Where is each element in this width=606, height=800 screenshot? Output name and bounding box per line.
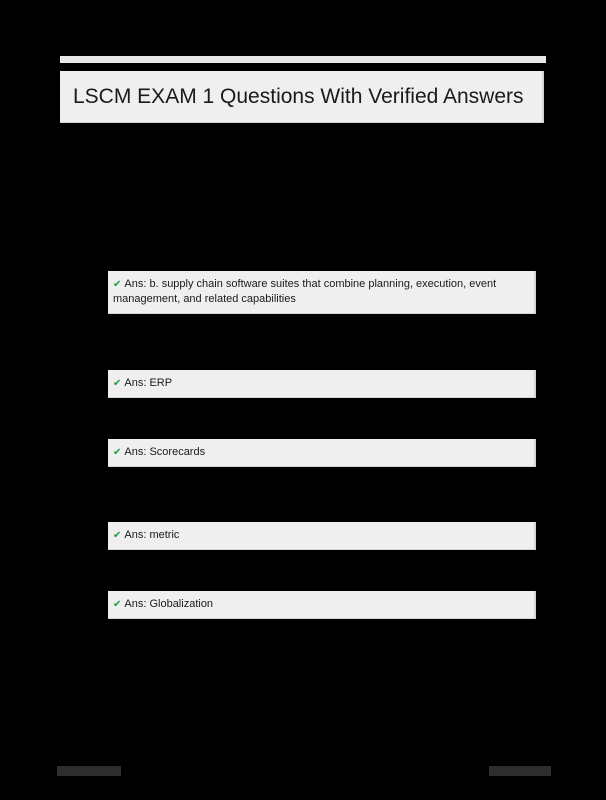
answer-text: Ans: Globalization [124,598,214,610]
answer-text: Ans: b. supply chain software suites that combine planning, execution, event management, and related capabilities [113,278,497,305]
answer-box [108,370,536,398]
footer-right-mark [489,766,551,776]
checkmark-icon: ✔ [113,447,122,458]
page-title: LSCM EXAM 1 Questions With Verified Answers [73,84,524,108]
footer-left-mark [57,766,121,776]
answer-box [108,271,536,314]
title-banner [60,71,544,123]
checkmark-icon: ✔ [113,599,122,610]
checkmark-icon: ✔ [113,530,122,541]
answer-text: Ans: Scorecards [124,446,206,458]
header-divider [60,56,546,63]
answer-box [108,522,536,550]
answer-box [108,439,536,467]
checkmark-icon: ✔ [113,378,122,389]
answer-text: Ans: ERP [124,377,173,389]
answer-text: Ans: metric [124,529,180,541]
checkmark-icon: ✔ [113,279,122,290]
answer-box [108,591,536,619]
